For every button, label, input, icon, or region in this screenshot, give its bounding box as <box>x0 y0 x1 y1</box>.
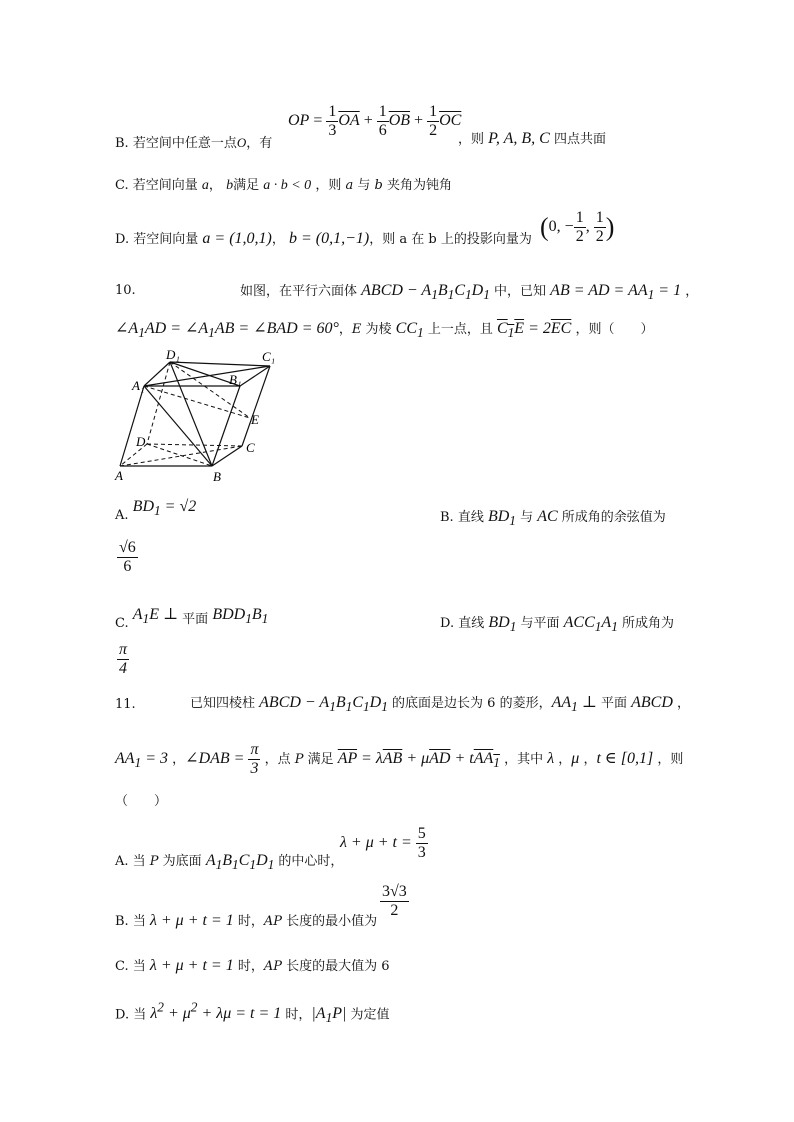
q11-option-a-answer: λ + μ + t = $\frac{5}{3}$ <box>340 825 426 861</box>
label-e: E <box>251 412 259 427</box>
option-c-line: C. 若空间向量 a， b满足 a · b < 0 ，则 a 与 b 夹角为钝角 <box>115 178 452 193</box>
q10-option-a: A. $BD_1 = √2$ <box>115 498 197 523</box>
label-c: C <box>246 440 255 455</box>
q10-line1: 如图，在平行六面体 ABCD − $A_1B_1C_1D_1$ 中，已知 AB = AD = $AA_1 = 1$ ， <box>240 282 699 303</box>
option-b-line: B. 若空间中任意一点O，有 <box>115 135 273 151</box>
q11-option-c: C. 当 λ + μ + t = 1 时，AP 长度的最大值为 6 <box>115 957 390 974</box>
option-b-prefix: B. <box>115 136 129 151</box>
option-b-text: 若空间中任意一点 <box>132 136 237 151</box>
label-b: B <box>213 469 221 484</box>
label-b1: B₁ <box>229 372 242 387</box>
parallelepiped-figure <box>112 348 282 488</box>
q11-option-d: D. 当 $\lambda^2 + \mu^2 + \lambda\mu = t = 1$ 时，$|A_1P|$ 为定值 <box>115 1000 390 1026</box>
q10-option-d-answer: $\frac{\pi}{4}$ <box>119 641 128 677</box>
label-a1: A₁ <box>132 378 145 393</box>
q11-line1: 已知四棱柱 ABCD − $A_1B_1C_1D_1$ 的底面是边长为 6 的菱形，$AA_1$ ⊥ 平面 ABCD ， <box>190 694 691 715</box>
option-b-formula: OP = $\frac{1}{3}$ $\overline{OA}$ + $\frac{1}{6}$ $\overline{OB}$ + $\frac{1}{2}$ $\overline{OC}$ <box>288 103 462 139</box>
q11-option-b: B. 当 λ + μ + t = 1 时，AP 长度的最小值为 <box>115 912 378 929</box>
q11-number: 11. <box>115 697 136 712</box>
option-d-line: D. 若空间向量 a = (1,0,1)， b = (0,1,−1)，则 a 在 b 上的投影向量为 <box>115 230 532 247</box>
q10-option-d: D. 直线 $BD_1$ 与平面 $ACC_1A_1$ 所成角为 <box>440 614 675 635</box>
label-a: A <box>115 468 123 483</box>
option-d-answer: (0, − $\frac{1}{2}$ , $\frac{1}{2}$ ) <box>540 209 615 245</box>
label-d1: D₁ <box>166 348 180 362</box>
q10-option-b: B. 直线 $BD_1$ 与 AC 所成角的余弦值为 <box>440 508 666 529</box>
q11-option-a: A. 当 P 为底面 $A_1B_1C_1D_1$ 的中心时， <box>115 852 344 873</box>
label-d: D <box>136 434 146 449</box>
q10-option-c: C. $A_1E$ ⊥ 平面 $BDD_1B_1$ <box>115 606 269 631</box>
q11-option-b-answer: $\frac{3√3}{2}$ <box>382 883 407 919</box>
option-b-tail: ，则 P, A, B, C 四点共面 <box>458 130 606 147</box>
q11-line2: $AA_1 = 3$ ，∠DAB = $\frac{\pi}{3}$ ，点 P 满足 $\overline{AP} = \lambda\overline{AB} + \mu\overline{AD} + tAA_1$ ，其中 λ ，μ ，t ∈ [0,1] ，则 <box>115 741 684 777</box>
q10-number: 10. <box>115 283 136 298</box>
q10-line2: $\angle A_1AD$ = $\angle A_1AB$ = ∠BAD = 60°，E 为棱 $CC_1$ 上一点，且 $C_1E = 2\overline{EC}$ ，则（ ） <box>115 320 654 341</box>
label-c1: C₁ <box>262 349 276 364</box>
q11-paren: （ ） <box>115 794 168 809</box>
q10-option-b-answer: $\frac{√6}{6}$ <box>119 539 136 575</box>
